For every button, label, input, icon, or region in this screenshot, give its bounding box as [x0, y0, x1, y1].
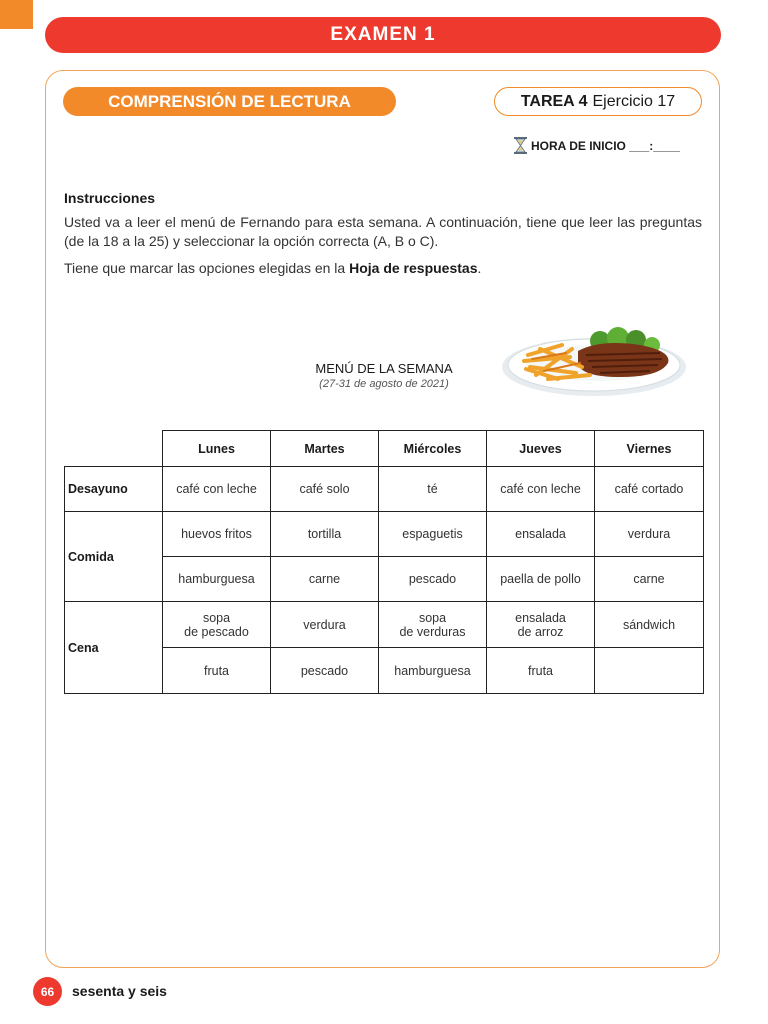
corner-accent [0, 0, 33, 29]
task-pill [494, 87, 702, 116]
hourglass-icon [514, 137, 527, 154]
table-cell: sopa de pescado [163, 602, 271, 648]
table-cell: café con leche [487, 467, 595, 512]
instructions-paragraph-2 [64, 259, 702, 278]
table-cell: fruta [163, 648, 271, 694]
table-cell: pescado [379, 557, 487, 602]
food-plate-illustration [500, 323, 688, 398]
table-cell: carne [595, 557, 704, 602]
instructions-p2-after: . [477, 260, 482, 276]
table-cell: huevos fritos [163, 512, 271, 557]
section-title-pill [63, 87, 396, 116]
table-cell: sándwich [595, 602, 704, 648]
exam-title: EXAMEN 1 [330, 24, 436, 45]
instructions-paragraph-1: Usted va a leer el menú de Fernando para esta semana. A continuación, tiene que leer las preguntas (de la 18 a la 25) y seleccionar la opción correcta (A, B o C). [64, 214, 702, 249]
table-cell: pescado [271, 648, 379, 694]
exam-title-banner [45, 17, 721, 53]
table-cell: tortilla [271, 512, 379, 557]
table-row-dinner-1 [65, 602, 704, 648]
menu-title: MENÚ DE LA SEMANA [315, 361, 453, 376]
table-corner-cell [65, 431, 163, 467]
table-cell: paella de pollo [487, 557, 595, 602]
section-title: COMPRENSIÓN DE LECTURA [108, 91, 351, 111]
table-cell: café cortado [595, 467, 704, 512]
table-cell: fruta [487, 648, 595, 694]
table-cell: hamburguesa [163, 557, 271, 602]
table-header-row [65, 431, 704, 467]
table-row-lunch-1 [65, 512, 704, 557]
table-cell: ensalada [487, 512, 595, 557]
task-exercise: Ejercicio 17 [592, 92, 676, 110]
page-number: 66 [40, 984, 55, 999]
answer-sheet-name: Hoja de respuestas [349, 260, 478, 276]
row-header: Desayuno [65, 467, 163, 512]
page-number-badge [33, 977, 62, 1006]
instructions-title: Instrucciones [64, 190, 156, 206]
column-header: Viernes [595, 431, 704, 467]
table-cell: verdura [595, 512, 704, 557]
weekly-menu-table [64, 430, 704, 694]
column-header: Miércoles [379, 431, 487, 467]
row-header: Cena [65, 602, 163, 694]
start-time-label: HORA DE INICIO ___:____ [531, 138, 680, 153]
table-cell: hamburguesa [379, 648, 487, 694]
table-cell: espaguetis [379, 512, 487, 557]
instructions-p2-before: Tiene que marcar las opciones elegidas en la [64, 260, 350, 276]
column-header: Lunes [163, 431, 271, 467]
table-cell: ensalada de arroz [487, 602, 595, 648]
table-cell: sopa de verduras [379, 602, 487, 648]
column-header: Jueves [487, 431, 595, 467]
page-number-words: sesenta y seis [72, 983, 167, 999]
table-cell: café solo [271, 467, 379, 512]
table-cell: café con leche [163, 467, 271, 512]
table-cell [595, 648, 704, 694]
table-row-breakfast [65, 467, 704, 512]
row-header: Comida [65, 512, 163, 602]
table-cell: carne [271, 557, 379, 602]
task-label: TAREA 4 [520, 92, 588, 110]
start-time [514, 137, 680, 154]
column-header: Martes [271, 431, 379, 467]
menu-dates: (27-31 de agosto de 2021) [319, 378, 449, 390]
table-cell: té [379, 467, 487, 512]
table-cell: verdura [271, 602, 379, 648]
